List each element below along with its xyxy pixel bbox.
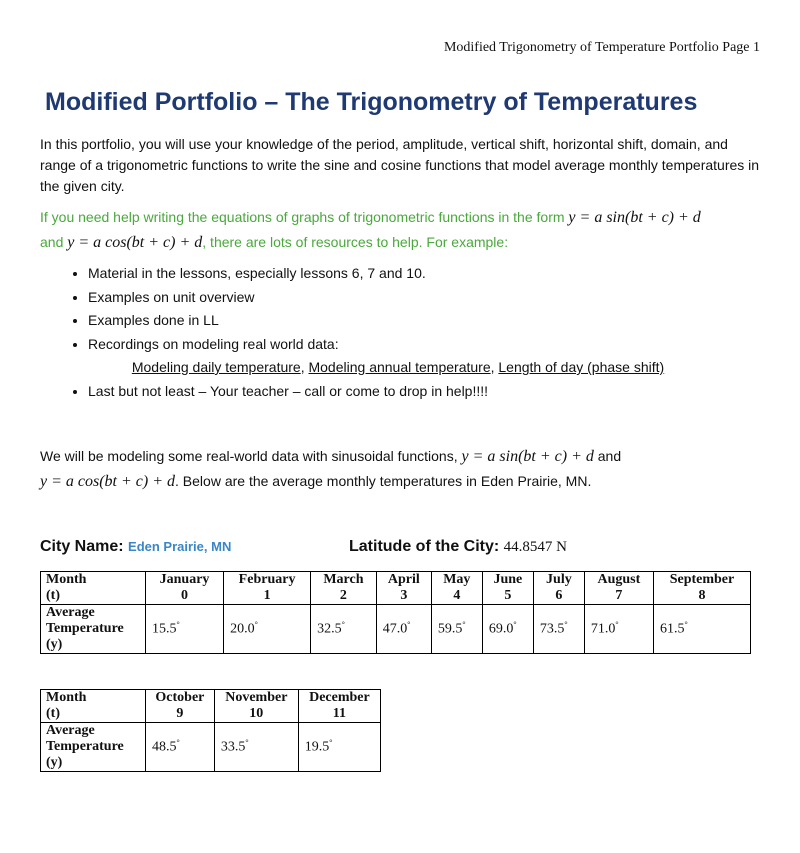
recording-links: Modeling daily temperature, Modeling annual temperature, Length of day (phase shift) [131, 359, 665, 375]
modeling-text-1: We will be modeling some real-world data with sinusoidal functions, [40, 448, 462, 464]
temperature-table-2 [40, 689, 381, 772]
row-label-temperature: Average Temperature (y) [41, 605, 146, 654]
month-cell: December 11 [298, 690, 380, 723]
cosine-form: y = a cos(bt + c) + d [67, 234, 203, 251]
link-daily-temperature[interactable]: Modeling daily temperature [131, 359, 301, 375]
list-item [88, 333, 768, 380]
link-annual-temperature[interactable]: Modeling annual temperature [308, 359, 491, 375]
list-item: • Material in the lessons, especially lessons 6, 7 and 10. [88, 262, 768, 286]
temperature-cell: 71.0° [584, 605, 653, 654]
modeling-cosine-form: y = a cos(bt + c) + d [40, 473, 176, 490]
month-cell: October 9 [146, 690, 215, 723]
temperature-cell: 69.0° [482, 605, 533, 654]
row-label-month: Month (t) [41, 572, 146, 605]
resource-list [58, 262, 768, 403]
modeling-text-2: . Below are the average monthly temperatures in Eden Prairie, MN. [175, 473, 592, 489]
month-cell: July 6 [533, 572, 584, 605]
table-row [41, 690, 381, 723]
month-cell: March 2 [311, 572, 377, 605]
month-cell: January 0 [146, 572, 224, 605]
recordings-label: Recordings on modeling real world data: [88, 335, 339, 352]
help-paragraph [40, 205, 760, 255]
help-text-after: , there are lots of resources to help. For example: [202, 234, 509, 250]
page-title: Modified Portfolio – The Trigonometry of Temperatures [45, 88, 698, 116]
table-row [41, 723, 381, 772]
modeling-sine-form: y = a sin(bt + c) + d [461, 448, 594, 465]
city-info-row: City Name: Eden Prairie, MN Latitude of the City: 44.8547 N [40, 538, 568, 555]
temperature-table-1 [40, 571, 751, 654]
link-length-of-day[interactable]: Length of day (phase shift) [498, 359, 665, 375]
row-label-month: Month (t) [41, 690, 146, 723]
month-cell: May 4 [431, 572, 482, 605]
list-item: • Examples on unit overview [88, 286, 768, 310]
temperature-cell: 47.0° [376, 605, 431, 654]
latitude-group: Latitude of the City: 44.8547 N [349, 538, 568, 555]
modeling-text-and: and [593, 448, 622, 464]
month-cell: September 8 [653, 572, 750, 605]
list-item: • Examples done in LL [88, 309, 768, 333]
temperature-cell: 20.0° [224, 605, 311, 654]
city-name-value: Eden Prairie, MN [128, 539, 232, 554]
temperature-cell: 33.5° [214, 723, 298, 772]
row-label-temperature: Average Temperature (y) [41, 723, 146, 772]
modeling-paragraph [40, 444, 760, 494]
sine-form: y = a sin(bt + c) + d [568, 209, 701, 226]
month-cell: June 5 [482, 572, 533, 605]
month-cell: April 3 [376, 572, 431, 605]
temperature-cell: 59.5° [431, 605, 482, 654]
month-cell: November 10 [214, 690, 298, 723]
city-name-label: City Name [40, 538, 119, 555]
temperature-cell: 61.5° [653, 605, 750, 654]
latitude-value: 44.8547 N [503, 539, 568, 555]
help-text-and: and [40, 234, 68, 250]
list-item: • Last but not least – Your teacher – call or come to drop in help!!!! [88, 380, 768, 404]
temperature-cell: 48.5° [146, 723, 215, 772]
help-text-before: If you need help writing the equations of graphs of trigonometric functions in the form [40, 209, 569, 225]
temperature-cell: 19.5° [298, 723, 380, 772]
table-row [41, 572, 751, 605]
temperature-cell: 32.5° [311, 605, 377, 654]
temperature-cell: 73.5° [533, 605, 584, 654]
intro-paragraph: In this portfolio, you will use your knowledge of the period, amplitude, vertical shift, horizontal shift, domain, and range of a trigonometric functions to write the sine and cosine functions that model average monthly temperatures in the given city. [40, 136, 760, 194]
page-header: Modified Trigonometry of Temperature Portfolio Page 1 [443, 40, 760, 55]
month-cell: August 7 [584, 572, 653, 605]
table-row [41, 605, 751, 654]
month-cell: February 1 [224, 572, 311, 605]
temperature-cell: 15.5° [146, 605, 224, 654]
latitude-label: Latitude of the City [349, 538, 494, 555]
